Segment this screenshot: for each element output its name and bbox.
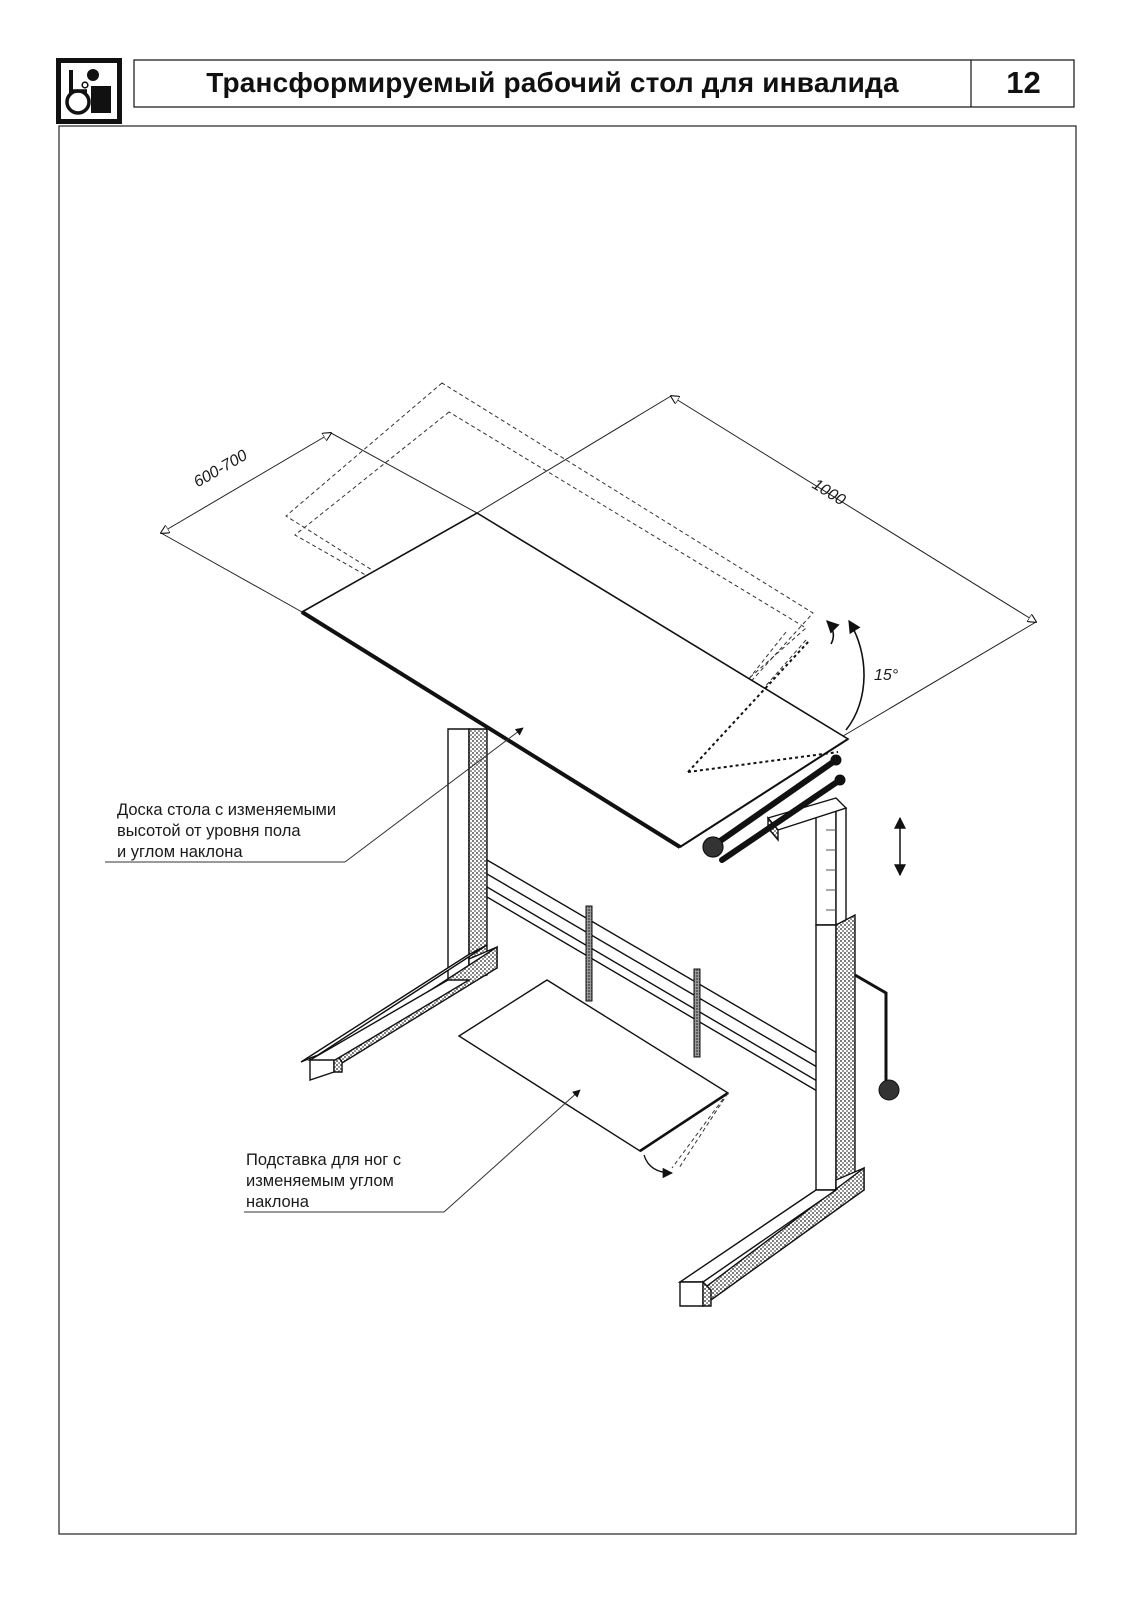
- width-dimension-line: [671, 396, 1036, 622]
- width-dimension-label: 1000: [808, 476, 849, 510]
- footrest-callout-line-2: изменяемым углом: [246, 1172, 394, 1190]
- footrest-callout-line-1: Подставка для ног с: [246, 1151, 402, 1169]
- page-title: Трансформируемый рабочий стол для инвалида: [206, 67, 899, 98]
- tabletop-callout: [117, 800, 336, 863]
- footrest-callout: [246, 1150, 401, 1213]
- tabletop-callout-line-3: и углом наклона: [117, 843, 243, 861]
- tabletop-callout-line-2: высотой от уровня пола: [117, 822, 301, 840]
- tabletop-board: [302, 513, 848, 860]
- depth-dimension-line: [161, 433, 331, 533]
- tabletop-callout-line-1: Доска стола с изменяемыми: [117, 801, 337, 819]
- depth-dimension-label: 600-700: [191, 447, 251, 492]
- page-number: 12: [1006, 65, 1041, 100]
- tilt-angle-label: 15°: [874, 667, 899, 684]
- footrest-callout-line-3: наклона: [246, 1193, 309, 1211]
